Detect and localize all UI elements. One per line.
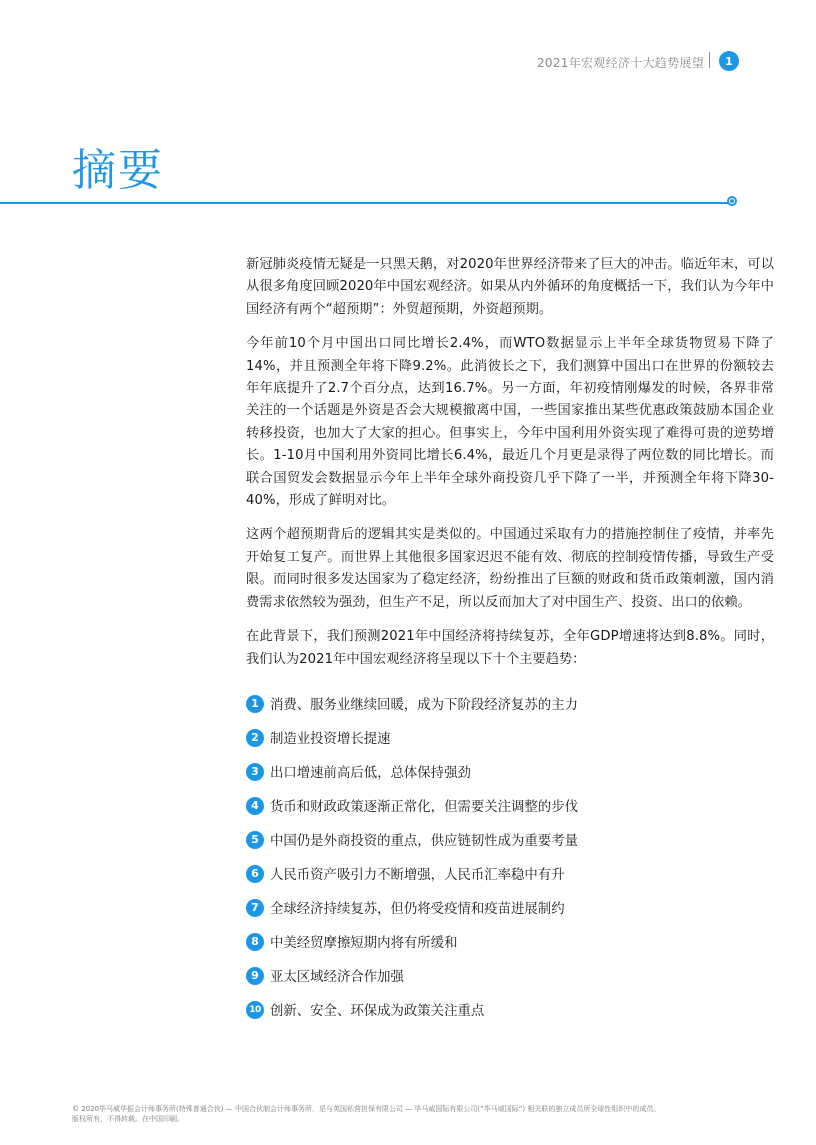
trend-item: [246, 891, 774, 925]
trend-list: [246, 687, 774, 1027]
number-badge-icon: 10: [246, 1001, 264, 1019]
number-badge-icon: 3: [246, 763, 264, 781]
trend-item: [246, 823, 774, 857]
number-badge-icon: 6: [246, 865, 264, 883]
trend-item: [246, 959, 774, 993]
title-rule: [0, 202, 728, 204]
trend-text: 中美经贸摩擦短期内将有所缓和: [270, 936, 458, 952]
trend-text: 中国仍是外商投资的重点，供应链韧性成为重要考量: [270, 834, 578, 850]
header-divider: [709, 52, 710, 68]
paragraph-intro: 新冠肺炎疫情无疑是一只黑天鹅，对2020年世界经济带来了巨大的冲击。临近年末，可以从很多角度回顾2020年中国宏观经济。如果从内外循环的角度概括一下，我们认为今年中国经济有两个“超预期”：外贸超预期，外资超预期。: [246, 257, 774, 317]
document-title: 2021年宏观经济十大趋势展望: [536, 56, 704, 70]
number-badge-icon: 2: [246, 729, 264, 747]
footer: [72, 1104, 772, 1124]
trend-item: [246, 687, 774, 721]
trend-item: [246, 857, 774, 891]
trend-text: 人民币资产吸引力不断增强，人民币汇率稳中有升: [270, 868, 565, 884]
number-badge-icon: 1: [246, 695, 264, 713]
number-badge-icon: 7: [246, 899, 264, 917]
main-content: [246, 254, 774, 1027]
trend-text: 全球经济持续复苏，但仍将受疫情和疫苗进展制约: [270, 902, 565, 918]
paragraph-outlook: 在此背景下，我们预测2021年中国经济将持续复苏，全年GDP增速将达到8.8%。同时，我们认为2021年中国宏观经济将呈现以下十个主要趋势：: [246, 629, 774, 667]
trend-item: [246, 993, 774, 1027]
number-badge-icon: 8: [246, 933, 264, 951]
footer-rights: 版权所有，不得转载。在中国印刷。: [72, 1115, 184, 1123]
trend-text: 创新、安全、环保成为政策关注重点: [270, 1004, 485, 1020]
paragraph-logic: 这两个超预期背后的逻辑其实是类似的。中国通过采取有力的措施控制住了疫情，并率先开始复工复产。而世界上其他很多国家迟迟不能有效、彻底的控制疫情传播，导致生产受限。而同时很多发达国家为了稳定经济，纷纷推出了巨额的财政和货币政策刺激，国内消费需求依然较为强劲，但生产不足，所以反而加大了对中国生产、投资、出口的依赖。: [246, 527, 774, 610]
trend-text: 货币和财政政策逐渐正常化，但需要关注调整的步伐: [270, 800, 578, 816]
footer-copyright: © 2020毕马威华振会计师事务所(特殊普通合伙) — 中国合伙制会计师事务所，是与英国私营担保有限公司 — 毕马威国际有限公司(“毕马威国际”) 相关联的独立成员所全球性组织中的成员。: [72, 1105, 661, 1113]
trend-text: 消费、服务业继续回暖，成为下阶段经济复苏的主力: [270, 698, 578, 714]
paragraph-trade-investment: 今年前10个月中国出口同比增长2.4%，而WTO数据显示上半年全球货物贸易下降了14%，并且预测全年将下降9.2%。此消彼长之下，我们测算中国出口在世界的份额较去年年底提升了2.7个百分点，达到16.7%。另一方面，年初疫情刚爆发的时候，各界非常关注的一个话题是外资是否会大规模撤离中国，一些国家推出某些优惠政策鼓励本国企业转移投资，也加大了大家的担心。但事实上，今年中国利用外资实现了难得可贵的逆势增长。1-10月中国利用外资同比增长6.4%，最近几个月更是录得了两位数的同比增长。而联合国贸发会数据显示今年上半年全球外商投资几乎下降了一半，并预测全年将下降30-40%，形成了鲜明对比。: [246, 336, 774, 509]
trend-item: [246, 925, 774, 959]
trend-text: 亚太区域经济合作加强: [270, 970, 404, 986]
number-badge-icon: 5: [246, 831, 264, 849]
number-badge-icon: 9: [246, 967, 264, 985]
trend-item: [246, 721, 774, 755]
page-title: 摘要: [72, 145, 164, 196]
trend-item: [246, 789, 774, 823]
title-rule-dot-icon: [727, 196, 737, 206]
page-number-badge: 1: [719, 51, 739, 71]
trend-text: 出口增速前高后低，总体保持强劲: [270, 766, 471, 782]
trend-item: [246, 755, 774, 789]
number-badge-icon: 4: [246, 797, 264, 815]
trend-text: 制造业投资增长提速: [270, 732, 391, 748]
